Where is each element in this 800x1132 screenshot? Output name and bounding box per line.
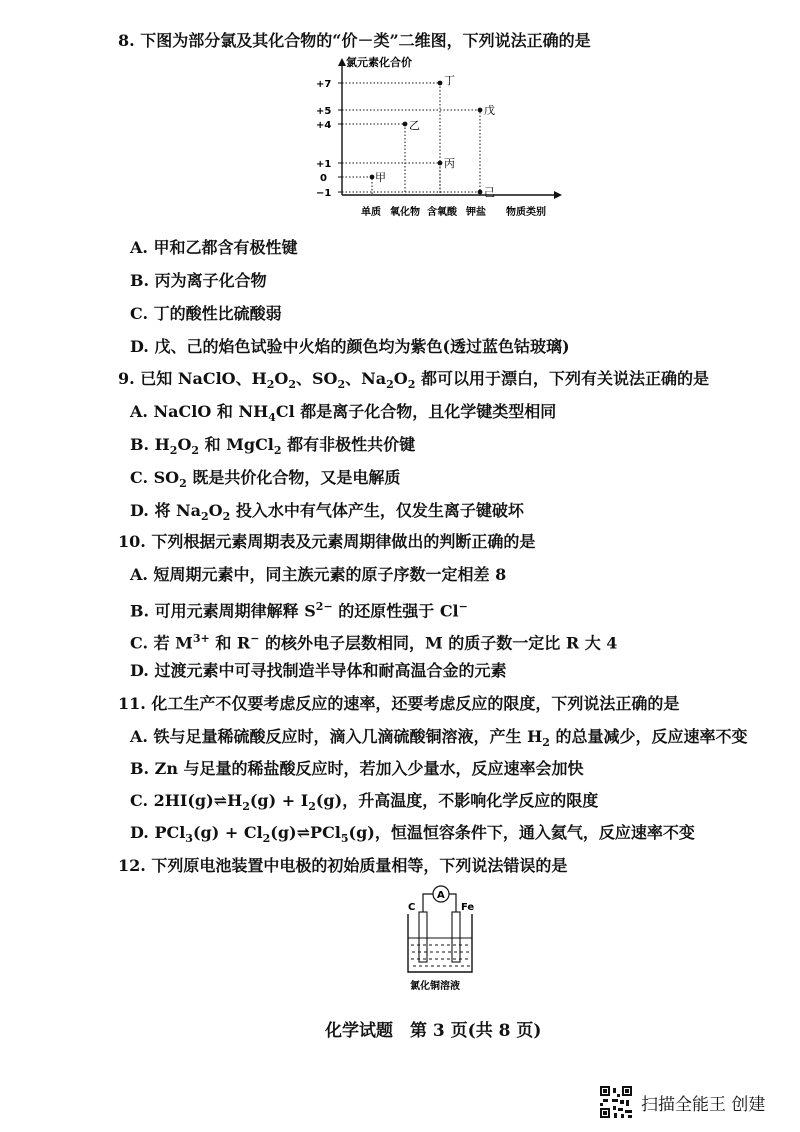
valence-class-chart <box>300 54 570 224</box>
y-tick: +5 <box>316 106 332 117</box>
point-label: 己 <box>484 186 495 199</box>
point-ding <box>438 81 443 86</box>
y-axis-title: 氯元素化合价 <box>346 56 412 69</box>
y-tick: +7 <box>316 79 332 90</box>
q11-option-a: A. 铁与足量稀硫酸反应时，滴入几滴硫酸铜溶液，产生 $H_2$ 的总量减少，反应速率不变 <box>130 727 748 750</box>
scanner-watermark: 扫描全能王 创建 <box>641 1095 766 1115</box>
equilibrium-arrow-icon: ⇌ <box>296 823 311 842</box>
page-footer: 化学试题 第 3 页(共 8 页) <box>325 1021 542 1041</box>
q8-option-a: A. 甲和乙都含有极性键 <box>130 238 298 257</box>
y-tick: 0 <box>320 173 327 184</box>
q10-option-c: C. 若 $M^{3+}$ 和 R− 的核外电子层数相同，M 的质子数一定比 R 大 4 <box>130 632 618 653</box>
q9-option-d: D. 将 $Na_2O_2$ 投入水中有气体产生，仅发生离子键破坏 <box>130 501 524 524</box>
point-wu <box>478 108 483 113</box>
q8-option-c: C. 丁的酸性比硫酸弱 <box>130 304 282 323</box>
point-label: 丙 <box>444 157 455 170</box>
point-label: 丁 <box>444 74 455 87</box>
q11-option-c: C. $2HI(g)\rightleftharpoons H_2(g) + I_2(g)$，升高温度，不影响化学反应的限度 <box>130 791 599 814</box>
x-tick: 钾盐 <box>466 207 486 218</box>
point-label: 戊 <box>484 104 495 117</box>
q9-option-a: A. NaClO 和 $NH_4Cl$ 都是离子化合物，且化学键类型相同 <box>130 402 557 425</box>
x-axis-title: 物质类别 <box>506 207 546 218</box>
qr-code-icon <box>600 1086 632 1118</box>
point-label: 甲 <box>375 171 386 184</box>
question-12-stem: 12. 下列原电池装置中电极的初始质量相等，下列说法错误的是 <box>118 856 568 875</box>
q10-option-d: D. 过渡元素中可寻找制造半导体和耐高温合金的元素 <box>130 661 507 680</box>
question-10-stem: 10. 下列根据元素周期表及元素周期律做出的判断正确的是 <box>118 532 536 551</box>
q11-option-b: B. Zn 与足量的稀盐酸反应时，若加入少量水，反应速率会加快 <box>130 759 584 778</box>
y-tick: +4 <box>316 120 332 131</box>
y-tick: +1 <box>316 159 332 170</box>
question-11-stem: 11. 化工生产不仅要考虑反应的速率，还要考虑反应的限度，下列说法正确的是 <box>118 694 680 713</box>
point-ji <box>478 190 483 195</box>
point-label: 乙 <box>409 119 420 132</box>
q9-option-b: B. $H_2O_2$ 和 MgCl$_2$ 都有非极性共价键 <box>130 435 416 458</box>
question-9-stem: 9. 已知 NaClO、$H_2O_2$、$SO_2$、$Na_2O_2$ 都可以用于漂白，下列有关说法正确的是 <box>118 369 709 392</box>
q11-option-d: D. $PCl_3(g) + Cl_2(g)\rightleftharpoons PCl_5(g)$，恒温恒容条件下，通入氦气，反应速率不变 <box>130 823 695 846</box>
equilibrium-arrow-icon: ⇌ <box>213 791 228 810</box>
q10-option-a: A. 短周期元素中，同主族元素的原子序数一定相差 8 <box>130 565 507 584</box>
point-yi <box>403 122 408 127</box>
galvanic-cell-figure <box>398 880 488 1000</box>
q9-option-c: C. $SO_2$ 既是共价化合物，又是电解质 <box>130 468 401 491</box>
point-bing <box>438 161 443 166</box>
solution-label: 氯化铜溶液 <box>410 981 460 992</box>
x-tick: 单质 <box>361 207 381 218</box>
ammeter-label: A <box>437 890 445 901</box>
electrode-label-right: Fe <box>461 902 475 913</box>
electrode-label-left: C <box>408 902 416 913</box>
x-tick: 氧化物 <box>390 207 420 218</box>
question-8-stem: 8. 下图为部分氯及其化合物的“价－类”二维图，下列说法正确的是 <box>118 31 591 50</box>
y-tick: −1 <box>316 188 332 199</box>
q8-option-d: D. 戊、己的焰色试验中火焰的颜色均为紫色(透过蓝色钴玻璃) <box>130 337 570 356</box>
q8-option-b: B. 丙为离子化合物 <box>130 271 267 290</box>
point-jia <box>370 175 375 180</box>
x-tick: 含氧酸 <box>427 207 457 218</box>
q10-option-b: B. 可用元素周期律解释 $S^{2-}$ 的还原性强于 Cl− <box>130 600 468 621</box>
